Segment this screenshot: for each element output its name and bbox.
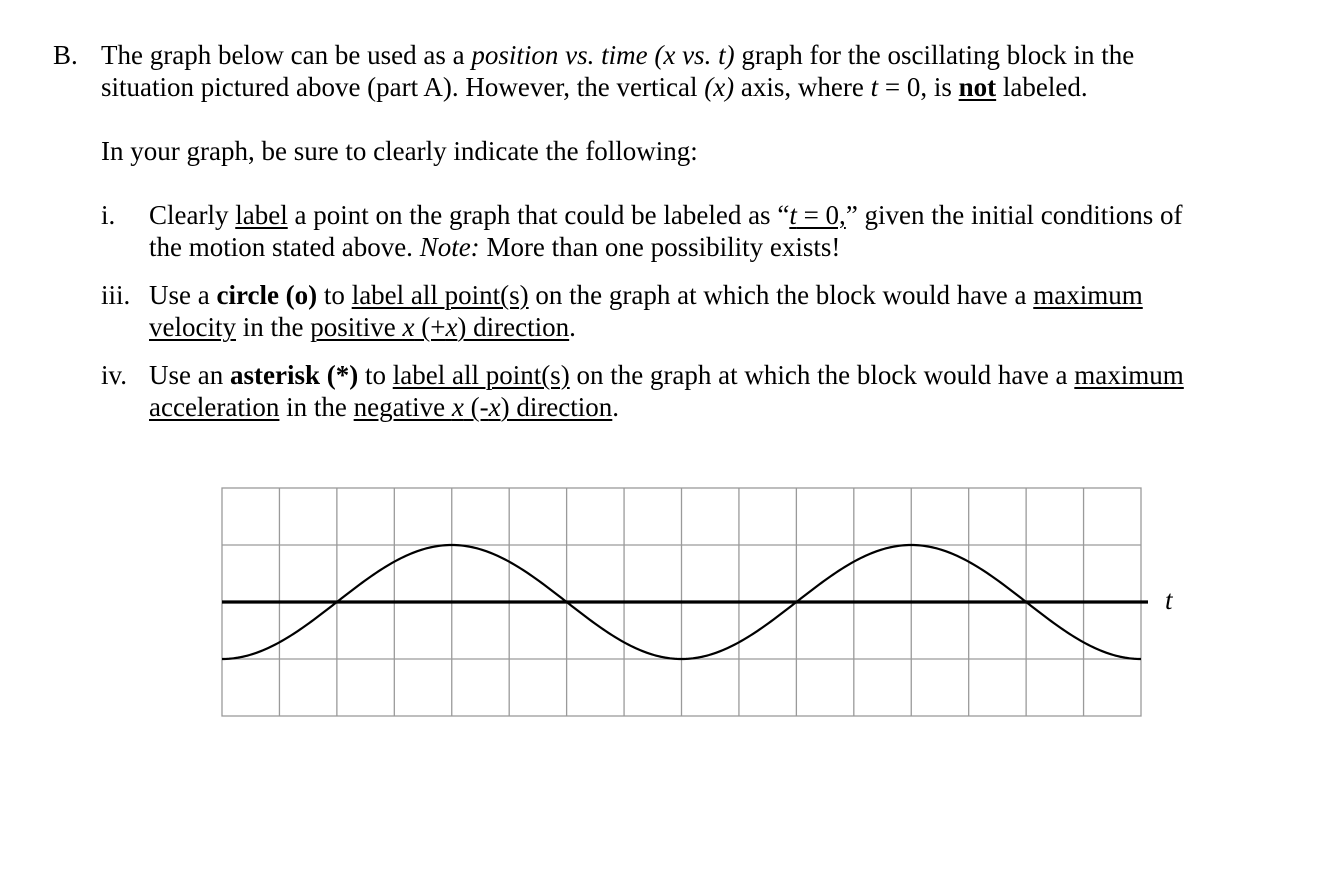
item-marker: iv.: [101, 360, 127, 390]
item-text: in the: [279, 392, 354, 422]
graph-type-text: position vs. time (x vs. t): [471, 40, 735, 70]
item-text: .: [612, 392, 620, 422]
item-text: on the graph at which the block would have a: [569, 360, 1075, 390]
item-text: .: [569, 312, 576, 342]
item-text: the motion stated above.: [149, 232, 420, 262]
item-text-underlined: positive: [310, 312, 403, 342]
part-b-text: The graph below can be used as a: [101, 40, 472, 70]
item-text: Use a: [149, 280, 217, 310]
item-text-bold: circle (o): [216, 280, 318, 310]
part-b-text: graph for the oscillating block in the: [734, 40, 1135, 70]
item-marker: iii.: [101, 280, 131, 310]
x-variable: x: [488, 392, 501, 422]
x-variable: x: [402, 312, 415, 342]
part-b-text: = 0, is: [878, 72, 959, 102]
x-variable: x: [451, 392, 464, 422]
item-text-underlined: ) direction: [457, 312, 570, 342]
item-text-underlined: label: [235, 200, 288, 230]
item-text-underlined: velocity: [149, 312, 236, 342]
item-text-underlined: negative: [353, 392, 452, 422]
time-variable: t: [789, 200, 797, 230]
note-label: Note:: [419, 232, 480, 262]
instruction-text: In your graph, be sure to clearly indicate the following:: [101, 136, 698, 166]
item-text-underlined: maximum: [1033, 280, 1143, 310]
part-b-label: B.: [53, 40, 78, 70]
part-b-text: situation pictured above (part A). However, the vertical: [101, 72, 705, 102]
item-text: Clearly: [149, 200, 236, 230]
item-text: to: [358, 360, 393, 390]
item-text-bold: asterisk (*): [229, 360, 359, 390]
part-b-text: axis, where: [734, 72, 871, 102]
t-axis-label: t: [1165, 585, 1173, 615]
item-text-underlined: acceleration: [149, 392, 280, 422]
x-variable: x: [445, 312, 458, 342]
item-text-underlined: maximum: [1074, 360, 1184, 390]
item-text-underlined: = 0,: [796, 200, 846, 230]
item-text-underlined: (+: [414, 312, 446, 342]
item-text: a point on the graph that could be labeled as “: [287, 200, 790, 230]
item-text-underlined: label all point(s): [392, 360, 570, 390]
item-text: on the graph at which the block would have a: [528, 280, 1034, 310]
emphasis-not: not: [958, 72, 997, 102]
item-text-underlined: ) direction: [500, 392, 613, 422]
part-b-text: labeled.: [996, 72, 1088, 102]
item-text: ” given the initial conditions of: [845, 200, 1183, 230]
item-text: More than one possibility exists!: [479, 232, 841, 262]
item-marker: i.: [101, 200, 116, 230]
item-text: in the: [235, 312, 311, 342]
item-text-underlined: (-: [463, 392, 489, 422]
axis-variable: (x): [704, 72, 735, 102]
item-text: to: [317, 280, 352, 310]
item-text: Use an: [149, 360, 230, 390]
time-variable: t: [870, 72, 879, 102]
item-text-underlined: label all point(s): [351, 280, 529, 310]
